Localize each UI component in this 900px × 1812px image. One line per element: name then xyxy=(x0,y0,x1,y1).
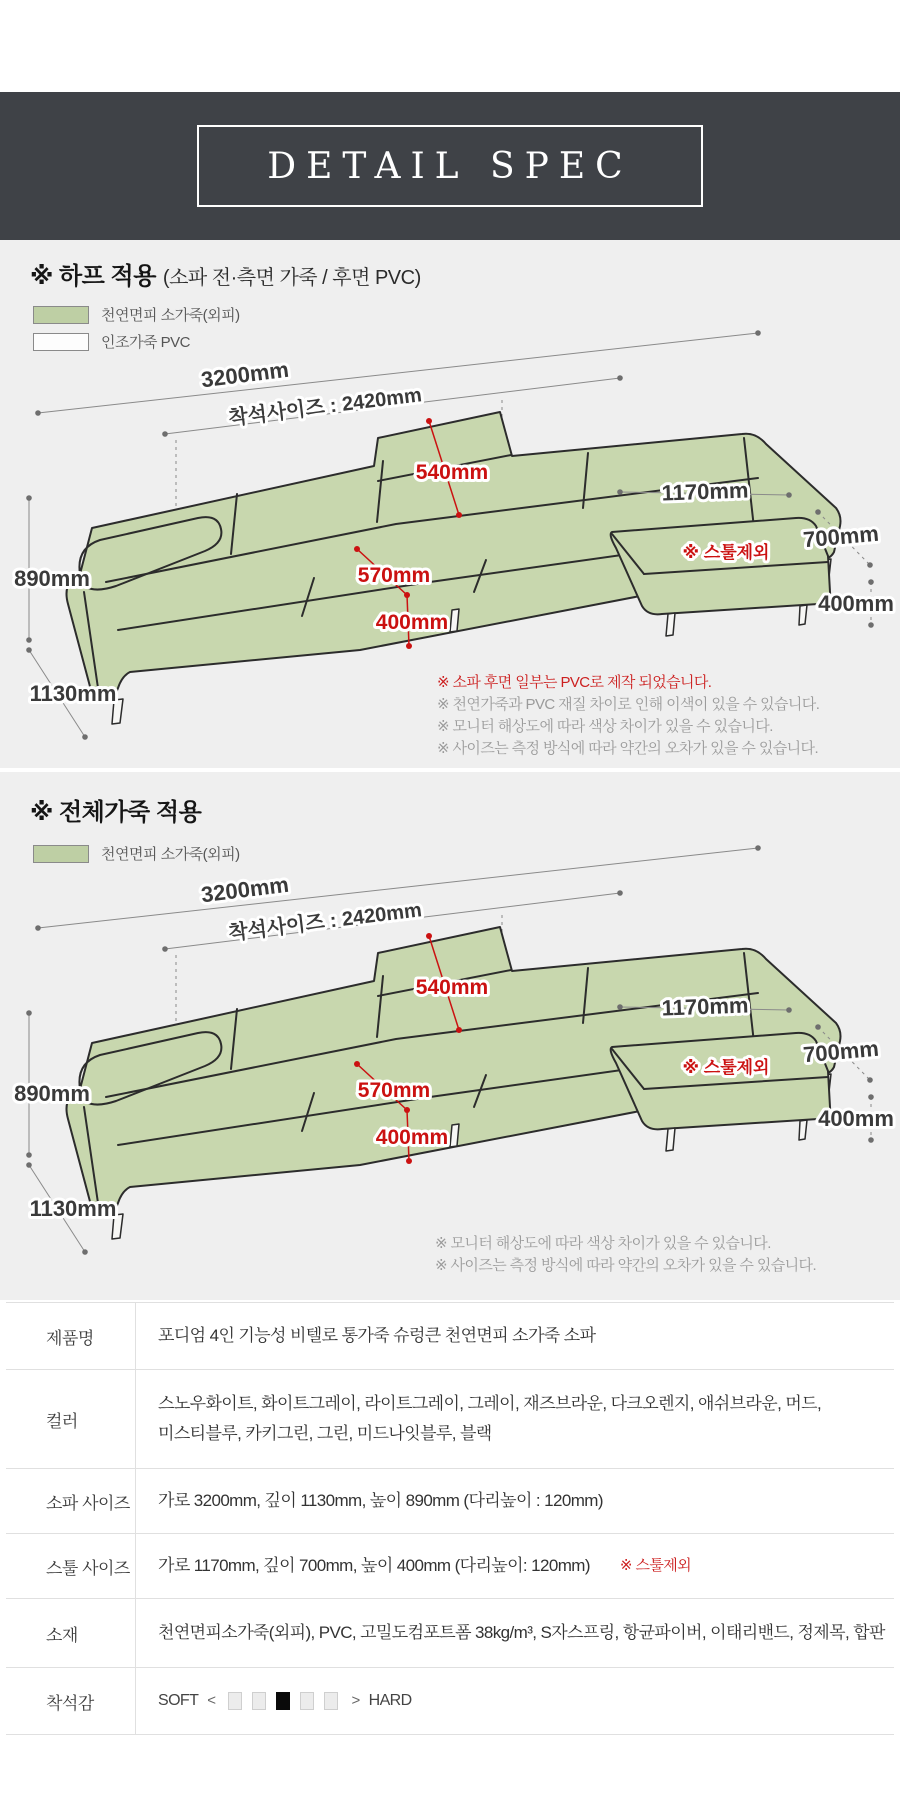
stool-width-label: 1170mm xyxy=(661,477,749,506)
sofa-diagram-svg xyxy=(0,835,900,1265)
legend-label: 인조가죽 PVC xyxy=(101,334,190,351)
stool-depth-label: 700mm xyxy=(802,520,880,553)
sofa-seat-width-label: 착석사이즈 : 2420mm xyxy=(227,384,423,430)
row-label: 소파 사이즈 xyxy=(6,1469,136,1533)
sofa-headrest-label: 540mm xyxy=(415,461,489,484)
table-row-product xyxy=(6,1303,894,1370)
firmness-scale xyxy=(158,1686,412,1716)
legend-label: 천연면피 소가죽(외피) xyxy=(101,307,240,324)
section-half-title-main: ※ 하프 적용 xyxy=(30,263,156,290)
table-row-color xyxy=(6,1370,894,1469)
row-label: 스툴 사이즈 xyxy=(6,1534,136,1598)
page-title: DETAIL SPEC xyxy=(267,145,633,187)
stool-depth-label: 700mm xyxy=(802,1035,880,1068)
detail-spec-box xyxy=(197,125,703,207)
legend-label: 천연면피 소가죽(외피) xyxy=(101,846,240,863)
table-row-material xyxy=(6,1599,894,1668)
stool-height-label: 400mm xyxy=(818,591,894,616)
half-section-notes xyxy=(437,672,819,760)
material-value: 천연면피소가죽(외피), PVC, 고밀도컴포트폼 38kg/m³, S자스프링, 항균파이버, 이태리밴드, 정제목, 합판 xyxy=(158,1623,885,1642)
section-half-title xyxy=(30,256,421,291)
row-value xyxy=(136,1370,894,1468)
sofa-size-value: 가로 3200mm, 깊이 1130mm, 높이 890mm (다리높이 : 120mm) xyxy=(158,1491,603,1510)
row-value xyxy=(136,1469,894,1533)
section-full xyxy=(0,772,900,1300)
row-value xyxy=(136,1303,894,1369)
full-section-notes xyxy=(435,1233,816,1277)
firmness-box-5 xyxy=(324,1692,338,1710)
stool-excluded-note: ※ 스툴제외 xyxy=(619,1557,692,1574)
note-line: ※ 모니터 해상도에 따라 색상 차이가 있을 수 있습니다. xyxy=(435,1235,771,1252)
note-line: ※ 사이즈는 측정 방식에 따라 약간의 오차가 있을 수 있습니다. xyxy=(435,1257,817,1274)
sofa-depth-label: 1130mm xyxy=(29,1196,117,1221)
row-value xyxy=(136,1599,894,1667)
row-label: 착석감 xyxy=(6,1668,136,1734)
firmness-box-2 xyxy=(252,1692,266,1710)
sofa-headrest-label: 540mm xyxy=(415,976,489,999)
firmness-box-4 xyxy=(300,1692,314,1710)
note-line: ※ 사이즈는 측정 방식에 따라 약간의 오차가 있을 수 있습니다. xyxy=(437,740,819,757)
firmness-box-3 xyxy=(276,1692,290,1710)
stool-width-label: 1170mm xyxy=(661,992,749,1021)
sofa-seat-width-label: 착석사이즈 : 2420mm xyxy=(227,899,423,945)
sofa-seat-depth-label: 570mm xyxy=(357,564,431,587)
sofa-seat-depth-label: 570mm xyxy=(357,1079,431,1102)
sofa-height-label: 890mm xyxy=(14,566,90,591)
stool-height-label: 400mm xyxy=(818,1106,894,1131)
stool-outline xyxy=(611,1033,830,1129)
section-half xyxy=(0,240,900,768)
row-value xyxy=(136,1534,894,1598)
table-row-firmness xyxy=(6,1668,894,1735)
firmness-scale-boxes xyxy=(228,1692,338,1710)
sofa-seat-height-label: 400mm xyxy=(375,611,449,634)
stool-excluded-label: ※ 스툴제외 xyxy=(682,1058,770,1077)
product-name: 포디엄 4인 기능성 비텔로 통가죽 슈렁큰 천연면피 소가죽 소파 xyxy=(158,1326,596,1345)
row-label: 소재 xyxy=(6,1599,136,1667)
note-line: ※ 모니터 해상도에 따라 색상 차이가 있을 수 있습니다. xyxy=(437,718,773,735)
sofa-seat-height-label: 400mm xyxy=(375,1126,449,1149)
soft-arrow-icon: < xyxy=(207,1692,216,1709)
row-label: 컬러 xyxy=(6,1370,136,1468)
header-band xyxy=(0,92,900,240)
note-line: ※ 소파 후면 일부는 PVC로 제작 되었습니다. xyxy=(437,674,712,691)
section-full-title-main: ※ 전체가죽 적용 xyxy=(30,799,202,826)
color-list-line1: 스노우화이트, 화이트그레이, 라이트그레이, 그레이, 재즈브라운, 다크오렌지, 애쉬브라운, 머드, xyxy=(158,1394,822,1413)
note-line: ※ 천연가죽과 PVC 재질 차이로 인해 이색이 있을 수 있습니다. xyxy=(437,696,820,713)
table-row-sofa-size xyxy=(6,1469,894,1534)
firmness-box-1 xyxy=(228,1692,242,1710)
row-value xyxy=(136,1668,894,1734)
sofa-width-label: 3200mm xyxy=(199,871,291,908)
sofa-depth-label: 1130mm xyxy=(29,681,117,706)
sofa-width-label: 3200mm xyxy=(199,356,291,393)
hard-label: HARD xyxy=(368,1692,412,1709)
stool-size-value: 가로 1170mm, 깊이 700mm, 높이 400mm (다리높이: 120mm) xyxy=(158,1556,590,1575)
sofa-height-label: 890mm xyxy=(14,1081,90,1106)
hard-arrow-icon: > xyxy=(351,1692,360,1709)
stool-outline xyxy=(611,518,830,614)
section-half-title-sub: (소파 전·측면 가죽 / 후면 PVC) xyxy=(162,267,421,289)
stool-excluded-label: ※ 스툴제외 xyxy=(682,543,770,562)
table-row-stool-size xyxy=(6,1534,894,1599)
soft-label: SOFT xyxy=(158,1692,199,1709)
color-list-line2: 미스티블루, 카키그린, 그린, 미드나잇블루, 블랙 xyxy=(158,1424,492,1443)
spec-table xyxy=(6,1302,894,1735)
section-full-title xyxy=(30,792,201,827)
row-label: 제품명 xyxy=(6,1303,136,1369)
full-diagram xyxy=(0,835,900,1265)
